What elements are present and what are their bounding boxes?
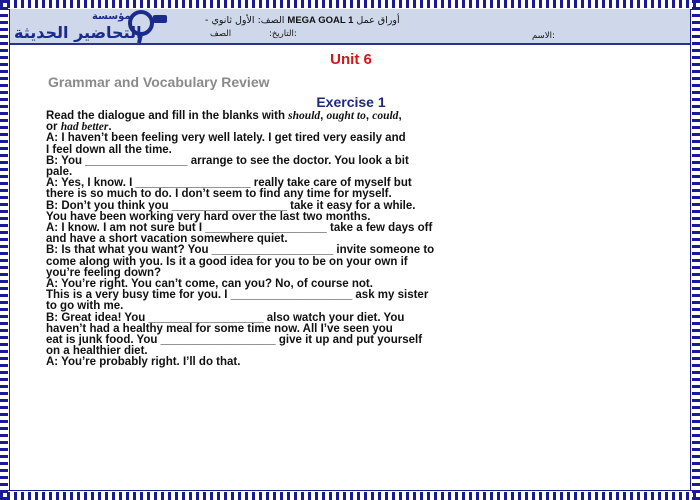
modal-ought-to: ought to (326, 110, 366, 122)
instruction-text: Read the dialogue and fill in the blanks with (46, 110, 289, 122)
instruction-end: . (108, 121, 112, 134)
dialogue-line: haven’t had a healthy meal for some time now. All I’ve seen you (46, 322, 393, 335)
modal-had-better: had better (60, 121, 109, 134)
dialogue-line: and have a short vacation somewhere quiet. (46, 233, 288, 246)
modal-should: should (288, 110, 321, 122)
dialogue-line: This is a very busy time for you. I ___________________ ask my sister (46, 289, 429, 302)
dialogue-line: B: Great idea! You __________________ also watch your diet. You (46, 311, 405, 324)
book-title: MEGA GOAL 1 (287, 15, 354, 26)
border-right (692, 0, 700, 500)
instruction-or: or (46, 121, 61, 134)
section-title: Grammar and Vocabulary Review (48, 74, 270, 90)
name-label: الاسم: (532, 31, 555, 41)
dialogue-line: B: Is that what you want? You ___________________ invite someone to (46, 244, 435, 257)
dialogue-line: pale. (46, 166, 73, 179)
dialogue-line: B: You ________________ arrange to see the doctor. You look a bit (46, 154, 409, 167)
worksheet-content (46, 50, 656, 369)
border-line-right (690, 9, 691, 491)
exercise-title: Exercise 1 (316, 94, 386, 110)
modal-could: could (372, 110, 399, 122)
date-label: التاريخ: (268, 29, 294, 39)
header-info (205, 15, 400, 26)
exercise-body (46, 111, 656, 369)
dialogue-line: B: Don’t you think you __________________ take it easy for a while. (46, 199, 416, 212)
border-line-bottom (8, 490, 692, 491)
dialogue-line: you’re feeling down? (46, 266, 162, 279)
border-top (0, 0, 700, 8)
border-line-left (9, 9, 10, 491)
dialogue-line: to go with me. (46, 300, 124, 313)
dialogue-line: I feel down all the time. (46, 143, 172, 156)
instruction-sep-3: , (398, 110, 402, 122)
header-date-class (210, 29, 297, 39)
worksheet-header (10, 9, 690, 45)
dialogue-line: You have been working very hard over the last two months. (46, 210, 371, 223)
border-left (0, 0, 8, 500)
instruction-sep-1: , (320, 110, 327, 122)
dialogue-line: A: I haven’t been feeling very well lately. I get tired very easily and (46, 132, 406, 145)
dialogue-line: A: I know. I am not sure but I ___________________ take a few days off (46, 222, 433, 235)
instruction-line-1 (46, 111, 656, 122)
dialogue-line: A: You’re probably right. I’ll do that. (46, 356, 241, 369)
dialogue-line: on a healthier diet. (46, 345, 148, 358)
dialogue-line: there is so much to do. I don’t seem to find any time for myself. (46, 188, 392, 201)
logo (14, 9, 174, 45)
dialogue-line: come along with you. Is it a good idea for you to be on your own if (46, 255, 408, 268)
grade-label: - الصف: الأول ثانوي (205, 15, 285, 26)
dialogue-line: eat is junk food. You __________________ give it up and put yourself (46, 334, 423, 347)
logo-subtitle: مؤسسة (92, 11, 131, 22)
worksheets-label: أوراق عمل (356, 15, 400, 26)
logo-text: التحاضير الحديثة (14, 23, 142, 42)
unit-title: Unit 6 (330, 51, 372, 68)
instruction-sep-2: , (365, 110, 373, 122)
dialogue (46, 133, 656, 368)
dialogue-line: A: You’re right. You can’t come, can you? No, of course not. (46, 278, 373, 291)
dialogue-line: A: Yes, I know. I __________________ really take care of myself but (46, 177, 412, 190)
border-bottom (0, 492, 700, 500)
class-label: الصف: (210, 29, 297, 39)
